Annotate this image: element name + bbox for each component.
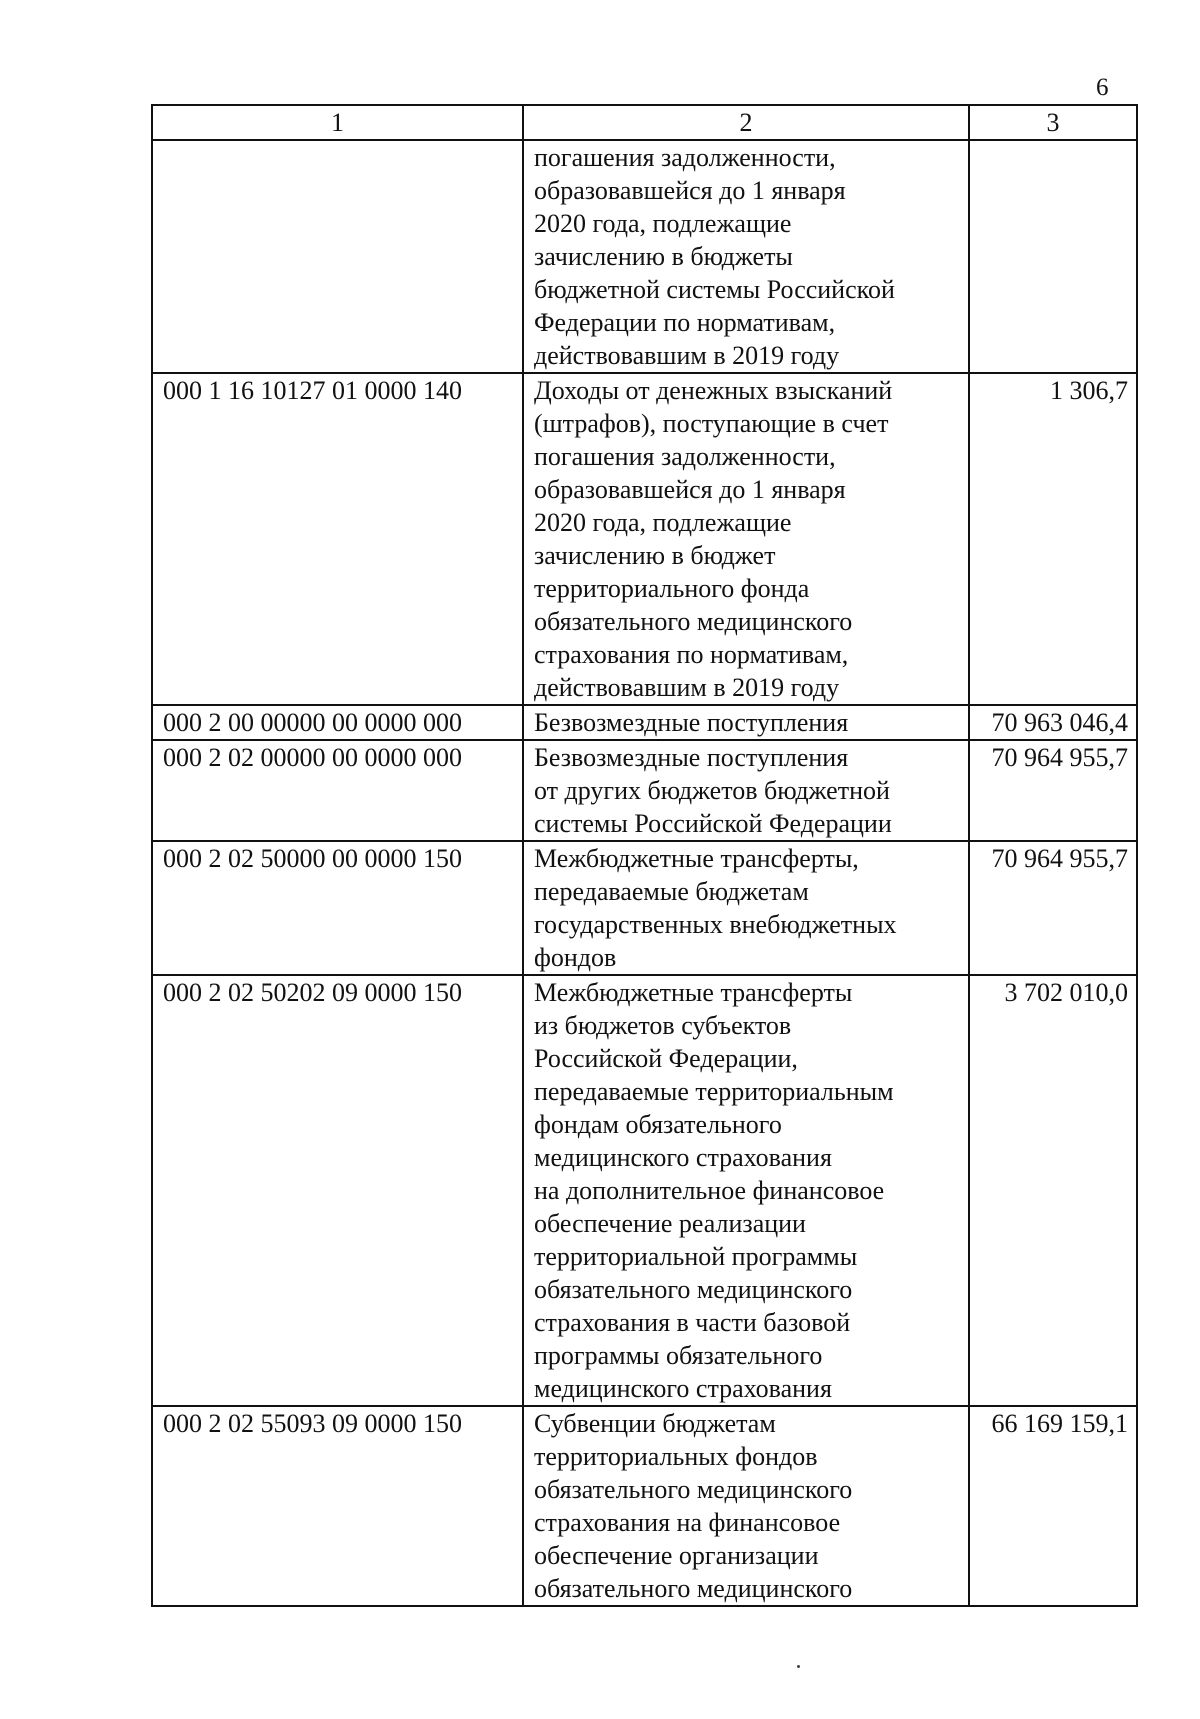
row-amount: 70 964 955,7 [969,740,1137,841]
budget-revenue-table [151,104,1138,1607]
column-header-code: 1 [152,105,523,140]
page-number: 6 [1096,74,1109,101]
row-description: Межбюджетные трансферты из бюджетов субъектов Российской Федерации, передаваемые территориальным фондам обязательного медицинского страхования на дополнительное финансовое обеспечение реализации территориальной программы обязательного медицинского страхования в части базовой программы обязательного медицинского страхования [523,975,969,1406]
table-row [152,373,1137,705]
row-code: 000 1 16 10127 01 0000 140 [152,373,523,705]
row-description: Безвозмездные поступления от других бюджетов бюджетной системы Российской Федерации [523,740,969,841]
row-code: 000 2 02 50000 00 0000 150 [152,841,523,975]
table-row [152,705,1137,740]
row-code: 000 2 02 50202 09 0000 150 [152,975,523,1406]
row-code: 000 2 02 55093 09 0000 150 [152,1406,523,1606]
table-row [152,140,1137,373]
row-description: Межбюджетные трансферты, передаваемые бюджетам государственных внебюджетных фондов [523,841,969,975]
column-header-amount: 3 [969,105,1137,140]
row-amount: 3 702 010,0 [969,975,1137,1406]
row-description: Доходы от денежных взысканий (штрафов), поступающие в счет погашения задолженности, образовавшейся до 1 января 2020 года, подлежащие зачислению в бюджет территориального фонда обязательного медицинского страхования по нормативам, действовавшим в 2019 году [523,373,969,705]
row-amount: 70 964 955,7 [969,841,1137,975]
scan-speck [797,1665,800,1668]
row-description: Безвозмездные поступления [523,705,969,740]
table-row [152,1406,1137,1606]
row-amount [969,140,1137,373]
column-header-description: 2 [523,105,969,140]
row-code [152,140,523,373]
row-description: погашения задолженности, образовавшейся до 1 января 2020 года, подлежащие зачислению в бюджеты бюджетной системы Российской Федерации по нормативам, действовавшим в 2019 году [523,140,969,373]
row-code: 000 2 00 00000 00 0000 000 [152,705,523,740]
row-amount: 66 169 159,1 [969,1406,1137,1606]
table-row [152,740,1137,841]
row-amount: 70 963 046,4 [969,705,1137,740]
row-code: 000 2 02 00000 00 0000 000 [152,740,523,841]
table-row [152,975,1137,1406]
row-description: Субвенции бюджетам территориальных фондов обязательного медицинского страхования на финансовое обеспечение организации обязательного медицинского [523,1406,969,1606]
table-header-row [152,105,1137,140]
row-amount: 1 306,7 [969,373,1137,705]
table-row [152,841,1137,975]
